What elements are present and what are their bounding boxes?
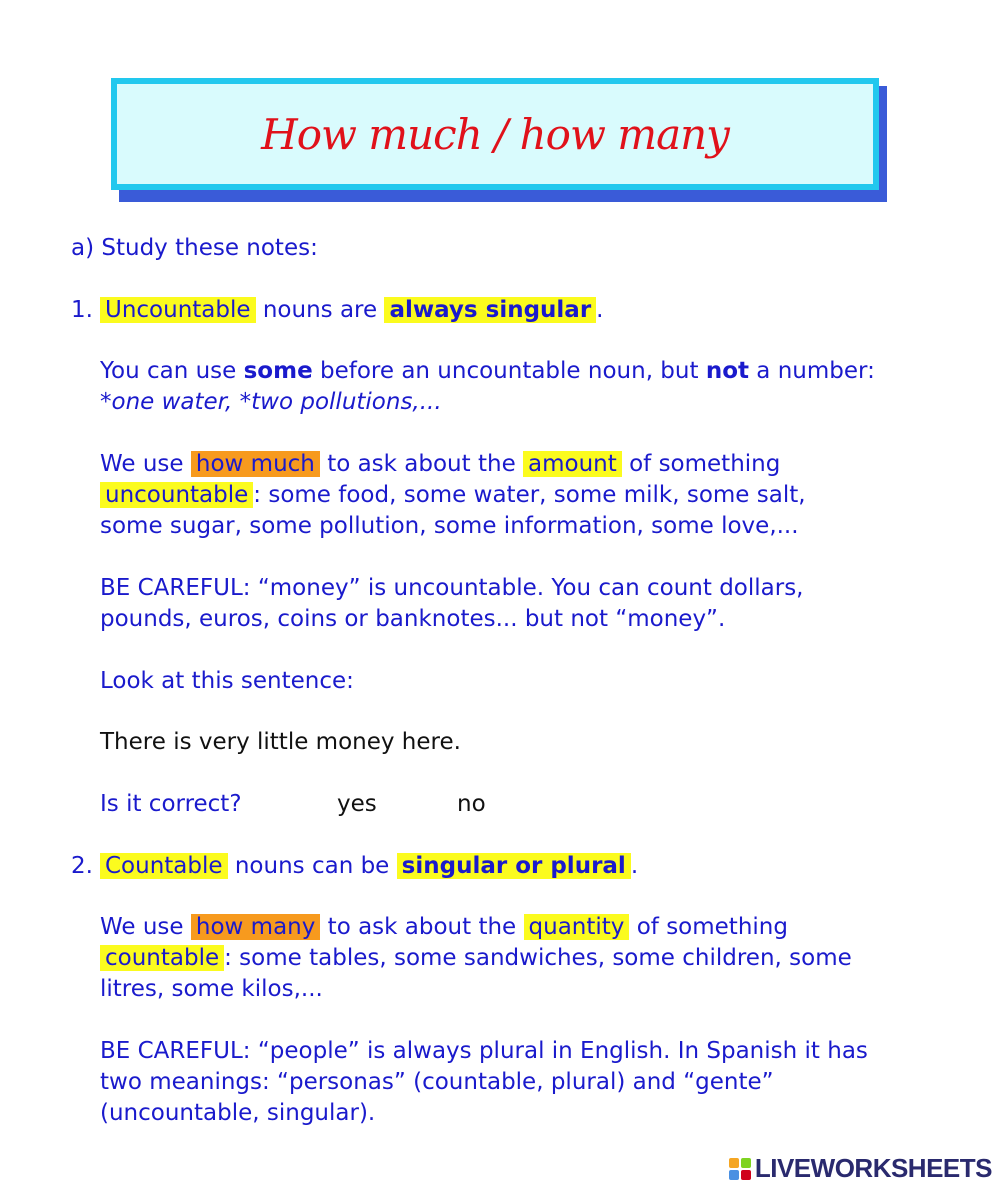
bold-not: not — [705, 358, 749, 384]
heading-dot: . — [596, 297, 604, 323]
look-sentence-prompt: Look at this sentence: — [100, 668, 354, 694]
paragraph-how-much — [100, 449, 780, 480]
highlight-countable-2: countable — [100, 945, 224, 971]
question-text: Is it correct? — [100, 791, 242, 817]
text: to ask about the — [327, 914, 517, 940]
logo-text: LIVEWORKSHEETS — [754, 1153, 992, 1183]
careful-money-line1: BE CAREFUL: “money” is uncountable. You can count dollars, — [100, 575, 804, 601]
text: a number: — [749, 358, 875, 384]
text: We use — [100, 914, 184, 940]
paragraph-some — [100, 356, 875, 387]
paragraph-how-many-line3: litres, some kilos,... — [100, 976, 323, 1002]
paragraph-how-much-line3: some sugar, some pollution, some information, some love,... — [100, 513, 799, 539]
highlight-countable: Countable — [100, 853, 228, 879]
liveworksheets-grid-icon — [729, 1158, 751, 1180]
section-1-number: 1. — [71, 297, 93, 323]
paragraph-how-much-line2 — [100, 480, 806, 511]
text: to ask about the — [327, 451, 516, 477]
text: We use — [100, 451, 184, 477]
intro-text: a) Study these notes: — [71, 235, 318, 261]
answer-yes[interactable]: yes — [337, 791, 377, 817]
examples-italic: *one water, *two pollutions,... — [100, 389, 442, 415]
highlight-quantity: quantity — [524, 914, 630, 940]
paragraph-how-many — [100, 912, 788, 943]
liveworksheets-logo[interactable] — [729, 1153, 992, 1184]
highlight-amount: amount — [523, 451, 622, 477]
highlight-uncountable: Uncountable — [100, 297, 256, 323]
careful-people-line1: BE CAREFUL: “people” is always plural in English. In Spanish it has — [100, 1038, 868, 1064]
highlight-how-many: how many — [191, 914, 320, 940]
example-sentence: There is very little money here. — [100, 729, 461, 755]
highlight-how-much: how much — [191, 451, 320, 477]
section-1-heading — [100, 295, 603, 326]
heading-text: nouns are — [262, 297, 378, 323]
heading-dot: . — [630, 853, 639, 879]
page-title: How much / how many — [261, 109, 729, 159]
heading-text: nouns can be — [234, 853, 390, 879]
section-2-heading — [100, 851, 638, 882]
text: before an uncountable noun, but — [312, 358, 706, 384]
answer-no[interactable]: no — [457, 791, 486, 817]
section-2-number: 2. — [71, 853, 93, 879]
text: of something — [629, 451, 781, 477]
careful-people-line2: two meanings: “personas” (countable, plural) and “gente” — [100, 1069, 774, 1095]
text: : some tables, some sandwiches, some children, some — [224, 945, 852, 971]
text: of something — [636, 914, 788, 940]
highlight-singular-or-plural: singular or plural — [397, 853, 631, 879]
text: : some food, some water, some milk, some salt, — [253, 482, 806, 508]
bold-some: some — [243, 358, 313, 384]
careful-people-line3: (uncountable, singular). — [100, 1100, 376, 1126]
highlight-always-singular: always singular — [384, 297, 596, 323]
title-box — [111, 78, 879, 190]
careful-money-line2: pounds, euros, coins or banknotes... but not “money”. — [100, 606, 726, 632]
paragraph-how-many-line2 — [100, 943, 852, 974]
highlight-uncountable-2: uncountable — [100, 482, 253, 508]
text: You can use — [100, 358, 244, 384]
